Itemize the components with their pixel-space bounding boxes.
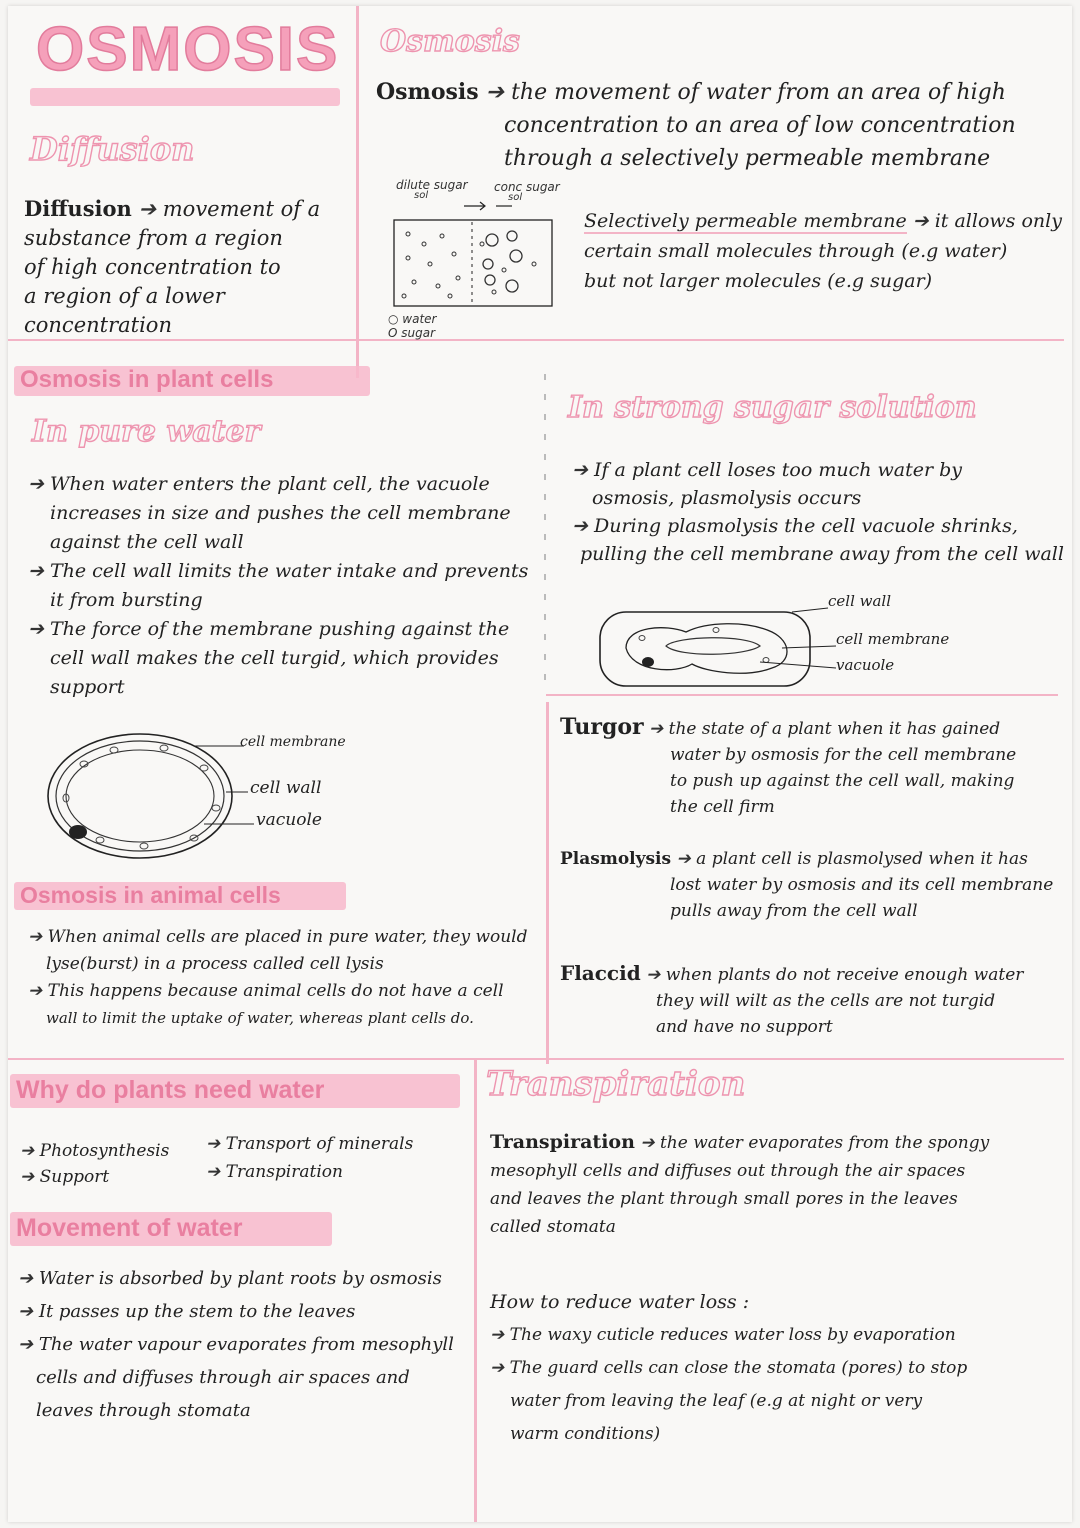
- osmosis-term: Osmosis: [376, 79, 479, 105]
- movement-points: ➔ Water is absorbed by plant roots by osmosis ➔ It passes up the stem to the leaves ➔ The water vapour evaporates from mesophyll cells and diffuses through air spaces and leaves through stomata: [18, 1262, 454, 1427]
- ac-p1-l1: When animal cells are placed in pure water, they would: [47, 927, 528, 947]
- legend-water: ○ water: [388, 312, 437, 326]
- pnw-transport: Transport of minerals: [225, 1134, 414, 1154]
- conc-sub-label: sol: [508, 192, 523, 203]
- osmosis-def-line-3: through a selectively permeable membrane: [504, 146, 991, 171]
- reduce-p1: The waxy cuticle reduces water loss by evaporation: [509, 1325, 956, 1345]
- conc-label: conc sugar: [494, 180, 560, 194]
- ac-p2-l2: wall to limit the uptake of water, whereas plant cells do.: [46, 1009, 474, 1027]
- pw-p2-l1: The cell wall limits the water intake and prevents: [49, 560, 529, 582]
- pw-label-cell-membrane: cell membrane: [240, 734, 346, 750]
- plants-need-water-col1: ➔ Photosynthesis ➔ Support: [20, 1141, 170, 1187]
- pw-p1-l3: against the cell wall: [50, 531, 244, 553]
- pnw-photosynthesis: Photosynthesis: [39, 1141, 170, 1161]
- diffusion-definition: Diffusion ➔ movement of a substance from a region of high concentration to a region of a lower concentration: [24, 194, 320, 340]
- title-underline: [30, 88, 340, 106]
- ss-label-cell-wall: cell wall: [828, 592, 892, 610]
- selective-membrane-note: Selectively permeable membrane ➔ it allows only certain small molecules through (e.g water) but not larger molecules (e.g sugar): [584, 206, 1062, 296]
- transpiration-term: Transpiration: [490, 1131, 635, 1153]
- mw-p1: Water is absorbed by plant roots by osmosis: [38, 1268, 442, 1289]
- pw-label-vacuole: vacuole: [256, 810, 322, 830]
- divider-vertical-right: [546, 702, 549, 1064]
- reduce-p2-l3: warm conditions): [510, 1424, 661, 1444]
- pure-water-heading: In pure water: [32, 414, 261, 449]
- plasmolysis-term: Plasmolysis: [560, 849, 672, 869]
- diffusion-def-line-5: concentration: [24, 313, 172, 337]
- definition-plasmolysis: Plasmolysis ➔ a plant cell is plasmolysed when it has lost water by osmosis and its cell membrane pulls away from the cell wall: [560, 846, 1053, 924]
- dilute-label: dilute sugar: [396, 178, 468, 192]
- plants-need-water-heading: Why do plants need water: [16, 1076, 325, 1104]
- tr-def-l1: the water evaporates from the spongy: [659, 1133, 990, 1153]
- ss-label-cell-membrane: cell membrane: [836, 630, 950, 648]
- diffusion-term: Diffusion: [24, 196, 132, 221]
- plasmolysis-line-1: a plant cell is plasmolysed when it has: [696, 849, 1028, 869]
- ac-p1-l2: lyse(burst) in a process called cell lysis: [46, 954, 384, 974]
- animal-cells-points: ➔ When animal cells are placed in pure water, they would lyse(burst) in a process called cell lysis ➔ This happens because animal cells do not have a cell wall to limit the uptake of water, whereas plant cells do.: [28, 924, 528, 1032]
- movement-heading: Movement of water: [16, 1214, 243, 1242]
- divider-horizontal-2: [8, 1058, 1064, 1060]
- diffusion-def-line-1: movement of a: [162, 197, 321, 221]
- plant-cells-heading: Osmosis in plant cells: [20, 366, 274, 393]
- plasmolysis-line-2: lost water by osmosis and its cell membrane: [670, 875, 1054, 895]
- mw-p2: It passes up the stem to the leaves: [38, 1301, 356, 1322]
- turgor-line-3: to push up against the cell wall, making: [670, 771, 1015, 791]
- pnw-transpiration: Transpiration: [225, 1162, 343, 1182]
- strong-sugar-points: ➔ If a plant cell loses too much water by osmosis, plasmolysis occurs ➔ During plasmolysis the cell vacuole shrinks, pulling the cell membrane away from the cell wall: [572, 456, 1064, 568]
- reduce-water-loss: How to reduce water loss : ➔ The waxy cuticle reduces water loss by evaporation ➔ The guard cells can close the stomata (pores) to stop water from leaving the leaf (e.g at night or very warm conditions): [490, 1286, 967, 1451]
- divider-def-top: [546, 694, 1058, 696]
- diffusion-def-line-4: a region of a lower: [24, 284, 225, 308]
- flaccid-line-2: they will wilt as the cells are not turgid: [656, 991, 996, 1011]
- selective-term: Selectively permeable membrane: [584, 210, 907, 232]
- pnw-support: Support: [39, 1167, 110, 1187]
- pw-label-cell-wall: cell wall: [250, 778, 322, 798]
- page-title: OSMOSIS: [36, 15, 340, 84]
- legend-sugar: O sugar: [388, 326, 436, 340]
- dilute-sub-label: sol: [414, 190, 429, 201]
- ss-label-vacuole: vacuole: [836, 656, 895, 674]
- pw-p2-l2: it from bursting: [50, 589, 203, 611]
- divider-vertical-top: [356, 6, 359, 378]
- reduce-p2-l1: The guard cells can close the stomata (pores) to stop: [509, 1358, 968, 1378]
- strong-sugar-heading: In strong sugar solution: [568, 390, 977, 425]
- transpiration-heading: Transpiration: [486, 1064, 746, 1104]
- turgor-line-1: the state of a plant when it has gained: [668, 719, 1001, 739]
- selective-line-1: it allows only: [934, 210, 1062, 232]
- pw-p1-l2: increases in size and pushes the cell membrane: [50, 502, 511, 524]
- flaccid-term: Flaccid: [560, 961, 641, 985]
- ss-p2-l2: pulling the cell membrane away from the cell wall: [580, 543, 1064, 565]
- selective-line-3: but not larger molecules (e.g sugar): [584, 270, 933, 292]
- flaccid-line-3: and have no support: [656, 1017, 833, 1037]
- plasmolysis-line-3: pulls away from the cell wall: [670, 901, 918, 921]
- notes-page: [8, 6, 1072, 1522]
- turgor-term: Turgor: [560, 714, 644, 740]
- plants-need-water-col2: ➔ Transport of minerals ➔ Transpiration: [206, 1134, 414, 1182]
- ss-p1-l1: If a plant cell loses too much water by: [593, 459, 962, 481]
- plasmolysed-cell-diagram: [596, 602, 836, 692]
- legend-water-text: water: [402, 312, 437, 326]
- osmosis-definition: Osmosis ➔ the movement of water from an area of high concentration to an area of low concentration through a selectively permeable membrane: [376, 76, 1016, 175]
- definition-flaccid: Flaccid ➔ when plants do not receive enough water they will wilt as the cells are not turgid and have no support: [560, 960, 1023, 1040]
- diffusion-def-line-3: of high concentration to: [24, 255, 281, 279]
- legend-sugar-text: sugar: [401, 326, 436, 340]
- pw-p1-l1: When water enters the plant cell, the vacuole: [49, 473, 490, 495]
- tr-def-l4: called stomata: [490, 1217, 616, 1237]
- sugar-diagram: [384, 178, 564, 338]
- osmosis-def-line-2: concentration to an area of low concentration: [504, 113, 1016, 138]
- selective-line-2: certain small molecules through (e.g water): [584, 240, 1008, 262]
- mw-p3-l2: cells and diffuses through air spaces and: [36, 1367, 410, 1388]
- ss-p1-l2: osmosis, plasmolysis occurs: [592, 487, 862, 509]
- turgor-line-2: water by osmosis for the cell membrane: [670, 745, 1017, 765]
- tr-def-l3: and leaves the plant through small pores in the leaves: [490, 1189, 958, 1209]
- tr-def-l2: mesophyll cells and diffuses out through the air spaces: [490, 1161, 966, 1181]
- diffusion-def-line-2: substance from a region: [24, 226, 283, 250]
- pure-water-points: ➔ When water enters the plant cell, the vacuole increases in size and pushes the cell membrane against the cell wall ➔ The cell wall limits the water intake and prevents it from bursting ➔ The force of the membrane pushing against the cell wall makes the cell turgid, which provides support: [28, 470, 528, 702]
- reduce-p2-l2: water from leaving the leaf (e.g at night or very: [510, 1391, 923, 1411]
- pw-p3-l3: support: [50, 676, 125, 698]
- sugar-diagram-drawing: [384, 200, 564, 310]
- mw-p3-l1: The water vapour evaporates from mesophyll: [38, 1334, 454, 1355]
- ss-p2-l1: During plasmolysis the cell vacuole shrinks,: [593, 515, 1018, 537]
- osmosis-def-line-1: the movement of water from an area of high: [511, 80, 1006, 105]
- animal-cells-heading: Osmosis in animal cells: [20, 882, 281, 908]
- pw-p3-l2: cell wall makes the cell turgid, which provides: [50, 647, 499, 669]
- ac-p2-l1: This happens because animal cells do not have a cell: [47, 981, 504, 1001]
- definition-turgor: Turgor ➔ the state of a plant when it has gained water by osmosis for the cell membrane to push up against the cell wall, making the cell firm: [560, 714, 1016, 820]
- osmosis-heading: Osmosis: [380, 24, 520, 59]
- diffusion-heading: Diffusion: [30, 130, 195, 168]
- transpiration-definition: Transpiration ➔ the water evaporates from the spongy mesophyll cells and diffuses out through the air spaces and leaves the plant through small pores in the leaves called stomata: [490, 1128, 989, 1241]
- divider-dash: [544, 374, 546, 694]
- turgor-line-4: the cell firm: [670, 797, 775, 817]
- divider-vertical-bottom: [474, 1058, 477, 1522]
- reduce-title: How to reduce water loss :: [490, 1291, 750, 1313]
- pw-p3-l1: The force of the membrane pushing against the: [49, 618, 510, 640]
- mw-p3-l3: leaves through stomata: [36, 1400, 251, 1421]
- flaccid-line-1: when plants do not receive enough water: [665, 965, 1024, 985]
